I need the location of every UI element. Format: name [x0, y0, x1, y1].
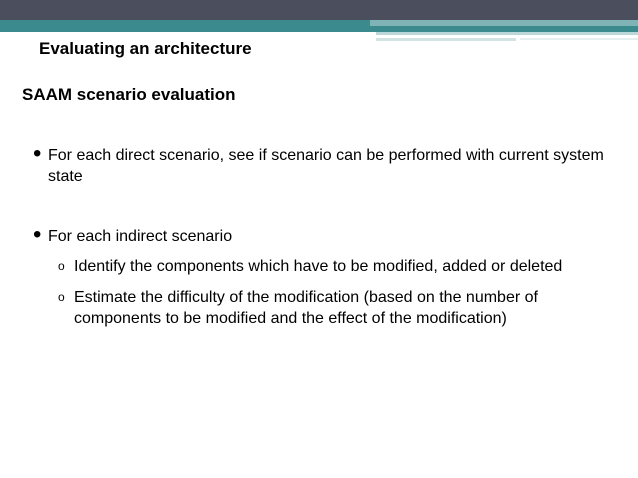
bullet-text: For each direct scenario, see if scenario can be performed with current system state	[48, 147, 604, 185]
bullet-text: For each indirect scenario	[48, 228, 233, 245]
bullet-dot-icon: •	[33, 140, 42, 167]
sub-bullet-item	[58, 256, 628, 277]
sub-bullet-circle-icon: o	[58, 259, 65, 273]
bullet-dot-icon: •	[33, 221, 42, 248]
sub-bullet-text: Estimate the difficulty of the modification (based on the number of components to be modified and the effect of the modification)	[74, 289, 538, 327]
sub-bullet-item	[58, 287, 618, 329]
slide-subtitle: SAAM scenario evaluation	[22, 85, 236, 104]
header-accent-line	[520, 38, 638, 40]
slide-title: Evaluating an architecture	[39, 39, 252, 58]
bullet-item	[33, 221, 623, 248]
sub-bullet-circle-icon: o	[58, 290, 65, 304]
header-bar-dark	[0, 0, 638, 20]
header-bar-teal-accent	[370, 20, 638, 26]
header-accent-line	[376, 32, 638, 35]
sub-bullet-text: Identify the components which have to be modified, added or deleted	[74, 258, 563, 275]
bullet-item	[33, 140, 623, 187]
header-accent-line	[376, 38, 516, 41]
